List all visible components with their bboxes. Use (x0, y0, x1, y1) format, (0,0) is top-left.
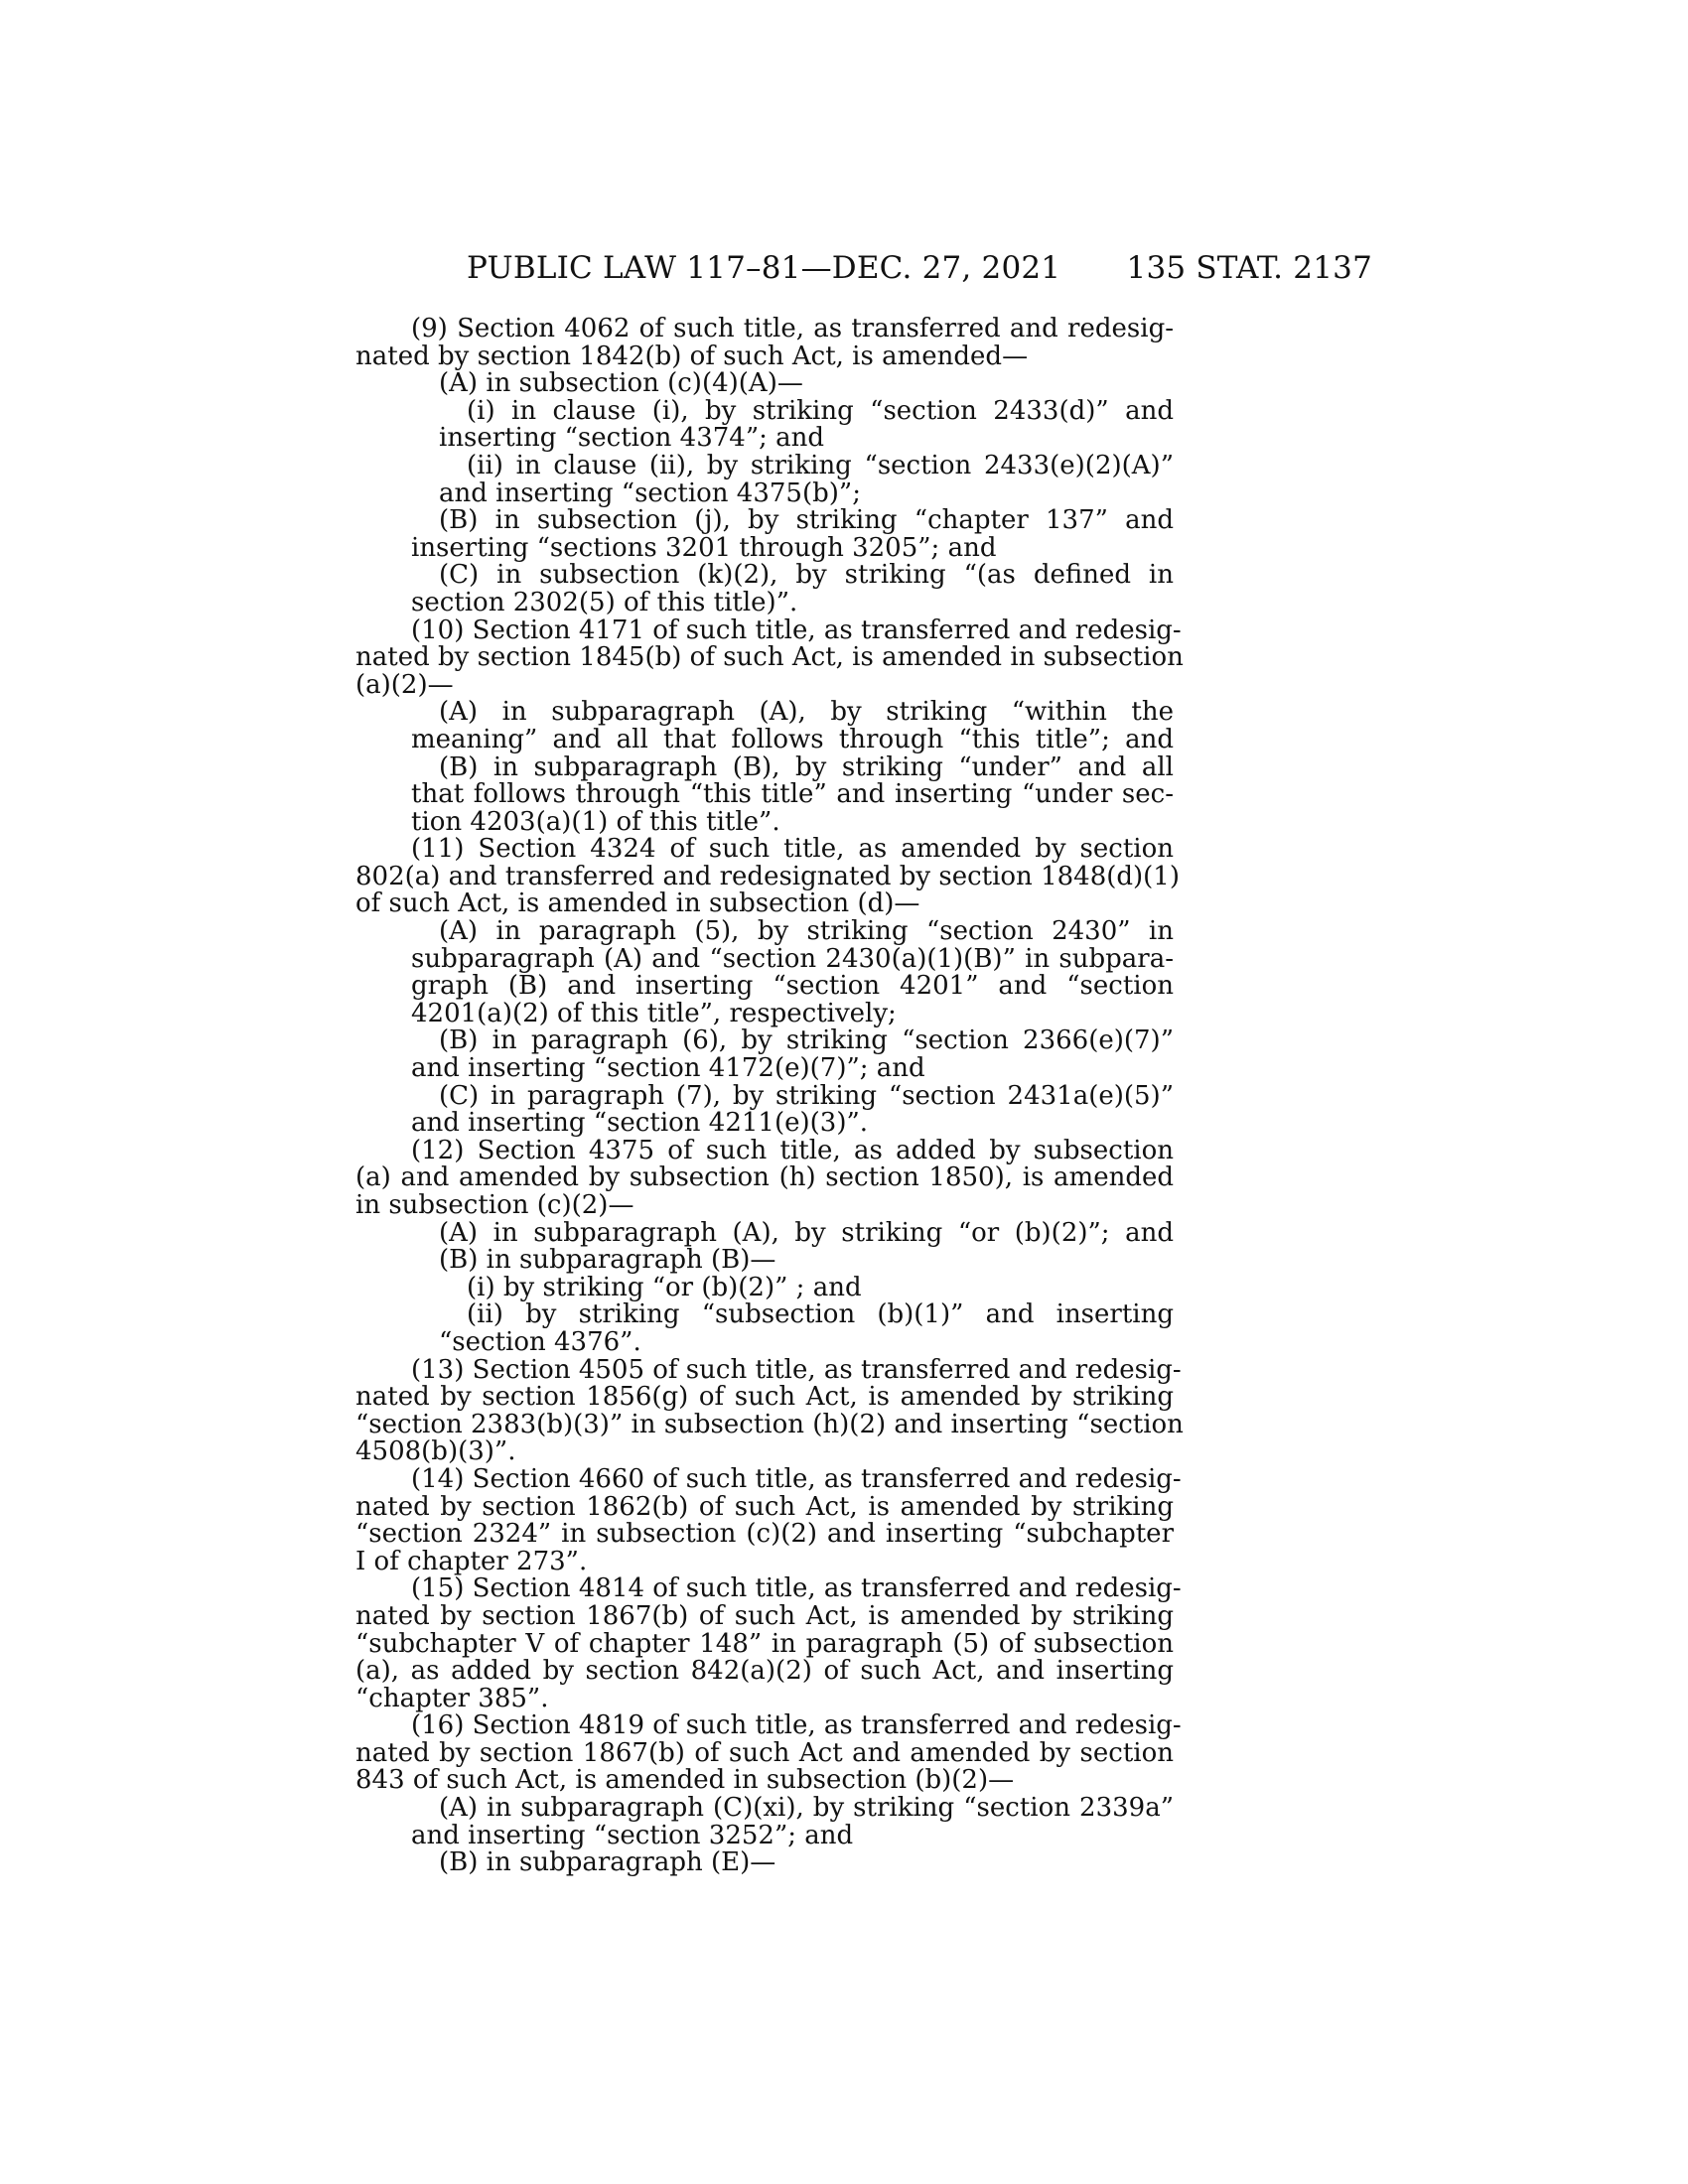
text-line: (a)(2)— (355, 669, 454, 700)
text-line: “section 2324” in subsection (c)(2) and inserting “subchapter (355, 1519, 1174, 1550)
text-line: (B) in subparagraph (E)— (439, 1847, 776, 1878)
text-line: (B) in subparagraph (B)— (439, 1245, 776, 1276)
text-line: (A) in subparagraph (A), by striking “or (b)(2)”; and (439, 1217, 1174, 1248)
text-line: (i) in clause (i), by striking “section 2433(d)” and (467, 395, 1174, 426)
text-line: I of chapter 273”. (355, 1546, 588, 1576)
text-line: (ii) in clause (ii), by striking “section 2433(e)(2)(A)” (467, 450, 1174, 480)
text-line: (i) by striking “or (b)(2)” ; and (467, 1272, 862, 1302)
text-line: graph (B) and inserting “section 4201” and “section (411, 971, 1174, 1002)
text-line: and inserting “section 4172(e)(7)”; and (411, 1053, 925, 1084)
text-line: (a) and amended by subsection (h) section 1850), is amended (355, 1162, 1174, 1193)
text-line: “chapter 385”. (355, 1683, 549, 1713)
text-line: (B) in subparagraph (B), by striking “under” and all (439, 751, 1174, 782)
text-line: meaning” and all that follows through “this title”; and (411, 724, 1174, 754)
text-line: (12) Section 4375 of such title, as added by subsection (411, 1135, 1174, 1165)
text-line: (15) Section 4814 of such title, as transferred and redesig- (411, 1573, 1182, 1604)
text-line: (11) Section 4324 of such title, as amended by section (411, 834, 1174, 865)
text-line: (16) Section 4819 of such title, as transferred and redesig- (411, 1710, 1182, 1741)
text-line: (ii) by striking “subsection (b)(1)” and inserting (467, 1299, 1174, 1330)
text-line: “subchapter V of chapter 148” in paragraph (5) of subsection (355, 1628, 1174, 1659)
document-body (355, 314, 1184, 1878)
text-line: tion 4203(a)(1) of this title”. (411, 806, 780, 837)
text-line: (13) Section 4505 of such title, as transferred and redesig- (411, 1354, 1182, 1385)
text-line: “section 4376”. (439, 1326, 641, 1357)
text-line: that follows through “this title” and inserting “under sec- (411, 779, 1174, 810)
text-line: (B) in paragraph (6), by striking “section 2366(e)(7)” (439, 1025, 1174, 1056)
text-line: 802(a) and transferred and redesignated by section 1848(d)(1) (355, 861, 1180, 891)
text-line: (10) Section 4171 of such title, as transferred and redesig- (411, 614, 1182, 645)
text-line: in subsection (c)(2)— (355, 1190, 634, 1220)
text-line: nated by section 1856(g) of such Act, is amended by striking (355, 1382, 1174, 1413)
text-line: 4508(b)(3)”. (355, 1436, 516, 1467)
text-line: (14) Section 4660 of such title, as transferred and redesig- (411, 1463, 1182, 1494)
stat-page-number: 135 STAT. 2137 (1126, 250, 1372, 286)
text-line: (A) in subsection (c)(4)(A)— (439, 368, 803, 399)
text-line: (C) in subsection (k)(2), by striking “(as defined in (439, 560, 1174, 591)
text-line: (B) in subsection (j), by striking “chapter 137” and (439, 505, 1174, 536)
text-line: 843 of such Act, is amended in subsection (b)(2)— (355, 1765, 1015, 1796)
text-line: of such Act, is amended in subsection (d)— (355, 888, 920, 919)
text-line: and inserting “section 4211(e)(3)”. (411, 1108, 869, 1139)
text-line: nated by section 1842(b) of such Act, is amended— (355, 341, 1029, 371)
text-line: nated by section 1862(b) of such Act, is amended by striking (355, 1491, 1174, 1522)
text-line: and inserting “section 3252”; and (411, 1820, 854, 1850)
text-line: “section 2383(b)(3)” in subsection (h)(2) and inserting “section (355, 1409, 1184, 1439)
public-law-title: PUBLIC LAW 117–81—DEC. 27, 2021 (467, 250, 1061, 286)
text-line: (A) in subparagraph (A), by striking “within the (439, 697, 1174, 728)
text-line: subparagraph (A) and “section 2430(a)(1)(B)” in subpara- (411, 943, 1174, 974)
text-line: nated by section 1845(b) of such Act, is amended in subsection (355, 642, 1184, 673)
text-line: inserting “section 4374”; and (439, 423, 825, 454)
text-line: (A) in paragraph (5), by striking “section 2430” in (439, 916, 1174, 947)
page-header (467, 250, 1372, 290)
text-line: nated by section 1867(b) of such Act and amended by section (355, 1737, 1174, 1768)
text-line: (a), as added by section 842(a)(2) of such Act, and inserting (355, 1656, 1174, 1687)
text-line: (C) in paragraph (7), by striking “section 2431a(e)(5)” (439, 1080, 1174, 1111)
text-line: nated by section 1867(b) of such Act, is amended by striking (355, 1600, 1174, 1631)
text-line: (A) in subparagraph (C)(xi), by striking “section 2339a” (439, 1793, 1174, 1824)
text-line: section 2302(5) of this title)”. (411, 587, 798, 617)
text-line: inserting “sections 3201 through 3205”; and (411, 532, 997, 563)
text-line: and inserting “section 4375(b)”; (439, 478, 861, 508)
text-line: (9) Section 4062 of such title, as transferred and redesig- (411, 314, 1174, 343)
text-line: 4201(a)(2) of this title”, respectively; (411, 998, 897, 1028)
